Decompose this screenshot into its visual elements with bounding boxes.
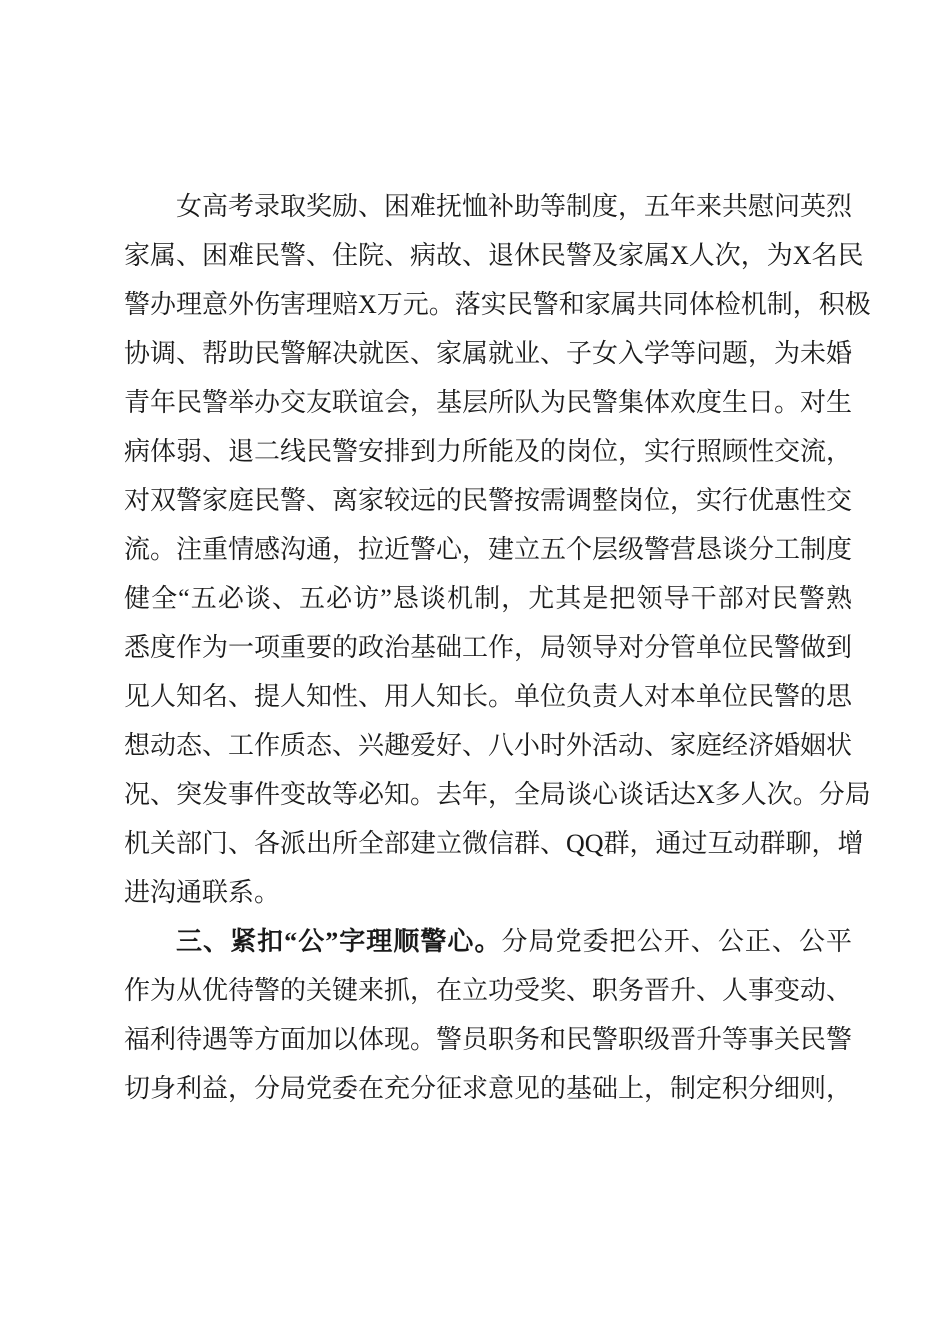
text-block <box>124 182 871 1113</box>
text-line: 切身利益，分局党委在充分征求意见的基础上，制定积分细则， <box>124 1074 853 1103</box>
text-line: 见人知名、提人知性、用人知长。单位负责人对本单位民警的思 <box>124 682 853 711</box>
text-line: 对双警家庭民警、离家较远的民警按需调整岗位，实行优惠性交 <box>124 486 853 515</box>
text-line: 家属、困难民警、住院、病故、退休民警及家属X人次，为X名民 <box>124 241 864 270</box>
text-line: 想动态、工作质态、兴趣爱好、八小时外活动、家庭经济婚姻状 <box>124 731 853 760</box>
text-line-with-heading: 三、紧扣“公”字理顺警心。分局党委把公开、公正、公平 <box>176 927 852 956</box>
text-line: 流。注重情感沟通，拉近警心，建立五个层级警营恳谈分工制度 <box>124 535 853 564</box>
text-line: 况、突发事件变故等必知。去年，全局谈心谈话达X多人次。分局 <box>124 780 871 809</box>
text-line: 女高考录取奖励、困难抚恤补助等制度，五年来共慰问英烈 <box>176 192 853 221</box>
text-line: 机关部门、各派出所全部建立微信群、QQ群，通过互动群聊，增 <box>124 829 864 858</box>
text-line: 协调、帮助民警解决就医、家属就业、子女入学等问题，为未婚 <box>124 339 853 368</box>
text-line: 福利待遇等方面加以体现。警员职务和民警职级晋升等事关民警 <box>124 1025 853 1054</box>
text-line: 悉度作为一项重要的政治基础工作，局领导对分管单位民警做到 <box>124 633 853 662</box>
section-heading: 三、紧扣“公”字理顺警心。 <box>176 927 502 956</box>
text-line: 作为从优待警的关键来抓，在立功受奖、职务晋升、人事变动、 <box>124 976 853 1005</box>
text-line: 健全“五必谈、五必访”恳谈机制，尤其是把领导干部对民警熟 <box>124 584 852 613</box>
text-line: 进沟通联系。 <box>124 878 281 907</box>
text-line: 警办理意外伤害理赔X万元。落实民警和家属共同体检机制，积极 <box>124 290 871 319</box>
text-line: 病体弱、退二线民警安排到力所能及的岗位，实行照顾性交流， <box>124 437 853 466</box>
text-line: 青年民警举办交友联谊会，基层所队为民警集体欢度生日。对生 <box>124 388 853 417</box>
